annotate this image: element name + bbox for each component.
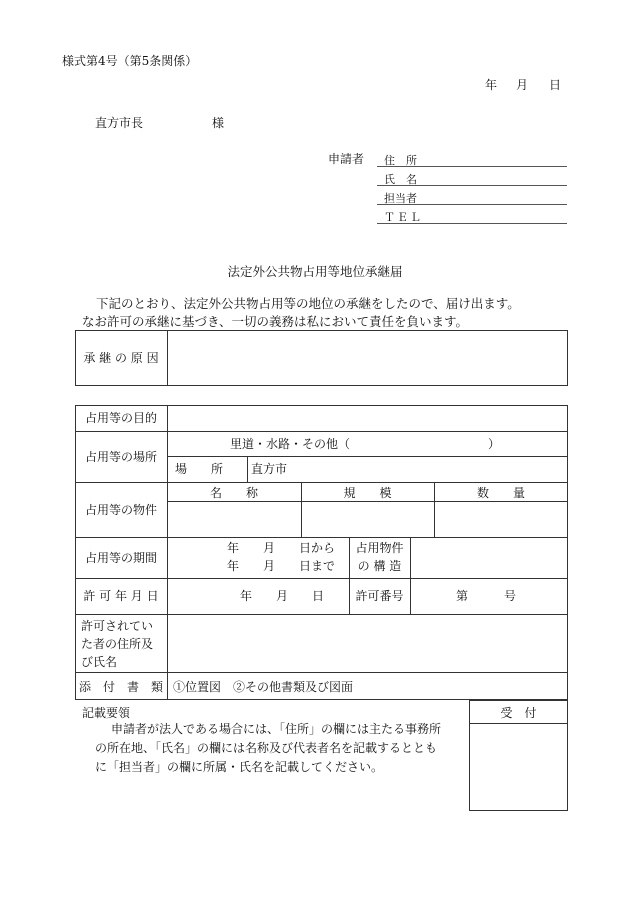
objects-label: 占用等の物件 <box>84 503 157 517</box>
objects-header-scale: 規 模 <box>343 486 392 500</box>
intro-line-2: なお許可の承継に基づき、一切の義務は私において責任を負います。 <box>82 314 469 329</box>
notes-line-2: の所在地、「氏名」の欄には名称及び代表者名を記載するととも <box>95 741 438 755</box>
location-label: 場 所 <box>175 462 224 476</box>
intro-line-1: 下記のとおり、法定外公共物占用等の地位の承継をしたので、届け出ます。 <box>96 296 520 311</box>
reason-label: 承 継 の 原 因 <box>83 351 159 365</box>
row-line <box>167 456 568 457</box>
addressee-name: 直方市長 <box>95 116 144 130</box>
structure-label-2: の 構 造 <box>357 559 402 573</box>
objects-name-input[interactable] <box>168 502 300 536</box>
permit-number-label: 許可番号 <box>355 589 404 603</box>
objects-scale-input[interactable] <box>302 502 433 536</box>
objects-header-name: 名 称 <box>209 486 258 500</box>
applicant-contact-label: 担当者 <box>384 192 417 205</box>
permit-date-label: 許 可 年 月 日 <box>83 589 159 603</box>
place-options[interactable]: 里道・水路・その他（ <box>230 437 351 451</box>
period-to[interactable]: 年 月 日まで <box>227 559 336 573</box>
permit-number-value[interactable]: 第 号 <box>456 589 517 603</box>
date-year: 年 <box>485 78 498 92</box>
notes-line-3: に「担当者」の欄に所属・氏名を記載してください。 <box>95 760 384 774</box>
document-title: 法定外公共物占用等地位承継届 <box>227 264 403 279</box>
previous-holder-label-1: 許可されてい <box>81 619 154 633</box>
row-line <box>75 431 568 432</box>
period-label: 占用等の期間 <box>84 551 157 565</box>
permit-divider <box>410 578 411 614</box>
applicant-address-label: 住 所 <box>384 154 417 167</box>
objects-quantity-input[interactable] <box>435 502 567 536</box>
applicant-name-label: 氏 名 <box>384 173 417 186</box>
structure-label-1: 占用物件 <box>355 541 404 555</box>
notes-heading: 記載要領 <box>82 706 131 720</box>
row-line <box>75 482 568 483</box>
applicant-address-line[interactable] <box>377 166 567 167</box>
place-label: 占用等の場所 <box>84 450 157 464</box>
date-month: 月 <box>516 78 529 92</box>
reason-input[interactable] <box>168 331 567 385</box>
applicant-contact-line[interactable] <box>377 204 567 205</box>
purpose-input[interactable] <box>168 406 567 430</box>
notes-line-1: 申請者が法人である場合には、「住所」の欄には主たる事務所 <box>111 722 442 736</box>
applicant-tel-label: ＴＥＬ <box>384 211 423 224</box>
applicant-label: 申請者 <box>328 152 365 166</box>
objects-header-quantity: 数 量 <box>476 486 525 500</box>
period-from[interactable]: 年 月 日から <box>227 541 336 555</box>
location-divider <box>247 456 248 482</box>
location-value[interactable]: 直方市 <box>251 462 288 476</box>
receipt-stamp-area[interactable] <box>470 724 567 810</box>
applicant-name-line[interactable] <box>377 185 567 186</box>
applicant-tel-line[interactable] <box>377 223 567 224</box>
receipt-label: 受 付 <box>500 706 537 720</box>
addressee-honorific: 様 <box>212 116 225 130</box>
previous-holder-label-3: び氏名 <box>81 655 118 669</box>
purpose-label: 占用等の目的 <box>84 411 157 425</box>
attachments-value: ①位置図 ②その他書類及び図面 <box>173 680 354 694</box>
attachments-label: 添 付 書 類 <box>78 680 163 694</box>
place-close: ） <box>488 437 501 451</box>
form-number: 様式第4号（第5条関係） <box>62 54 198 68</box>
permit-date-value[interactable]: 年 月 日 <box>240 589 325 603</box>
structure-input[interactable] <box>411 538 567 577</box>
date-day: 日 <box>549 78 562 92</box>
previous-holder-input[interactable] <box>168 615 567 671</box>
row-line <box>75 672 568 673</box>
row-line <box>75 578 568 579</box>
previous-holder-label-2: た者の住所及 <box>81 637 154 651</box>
